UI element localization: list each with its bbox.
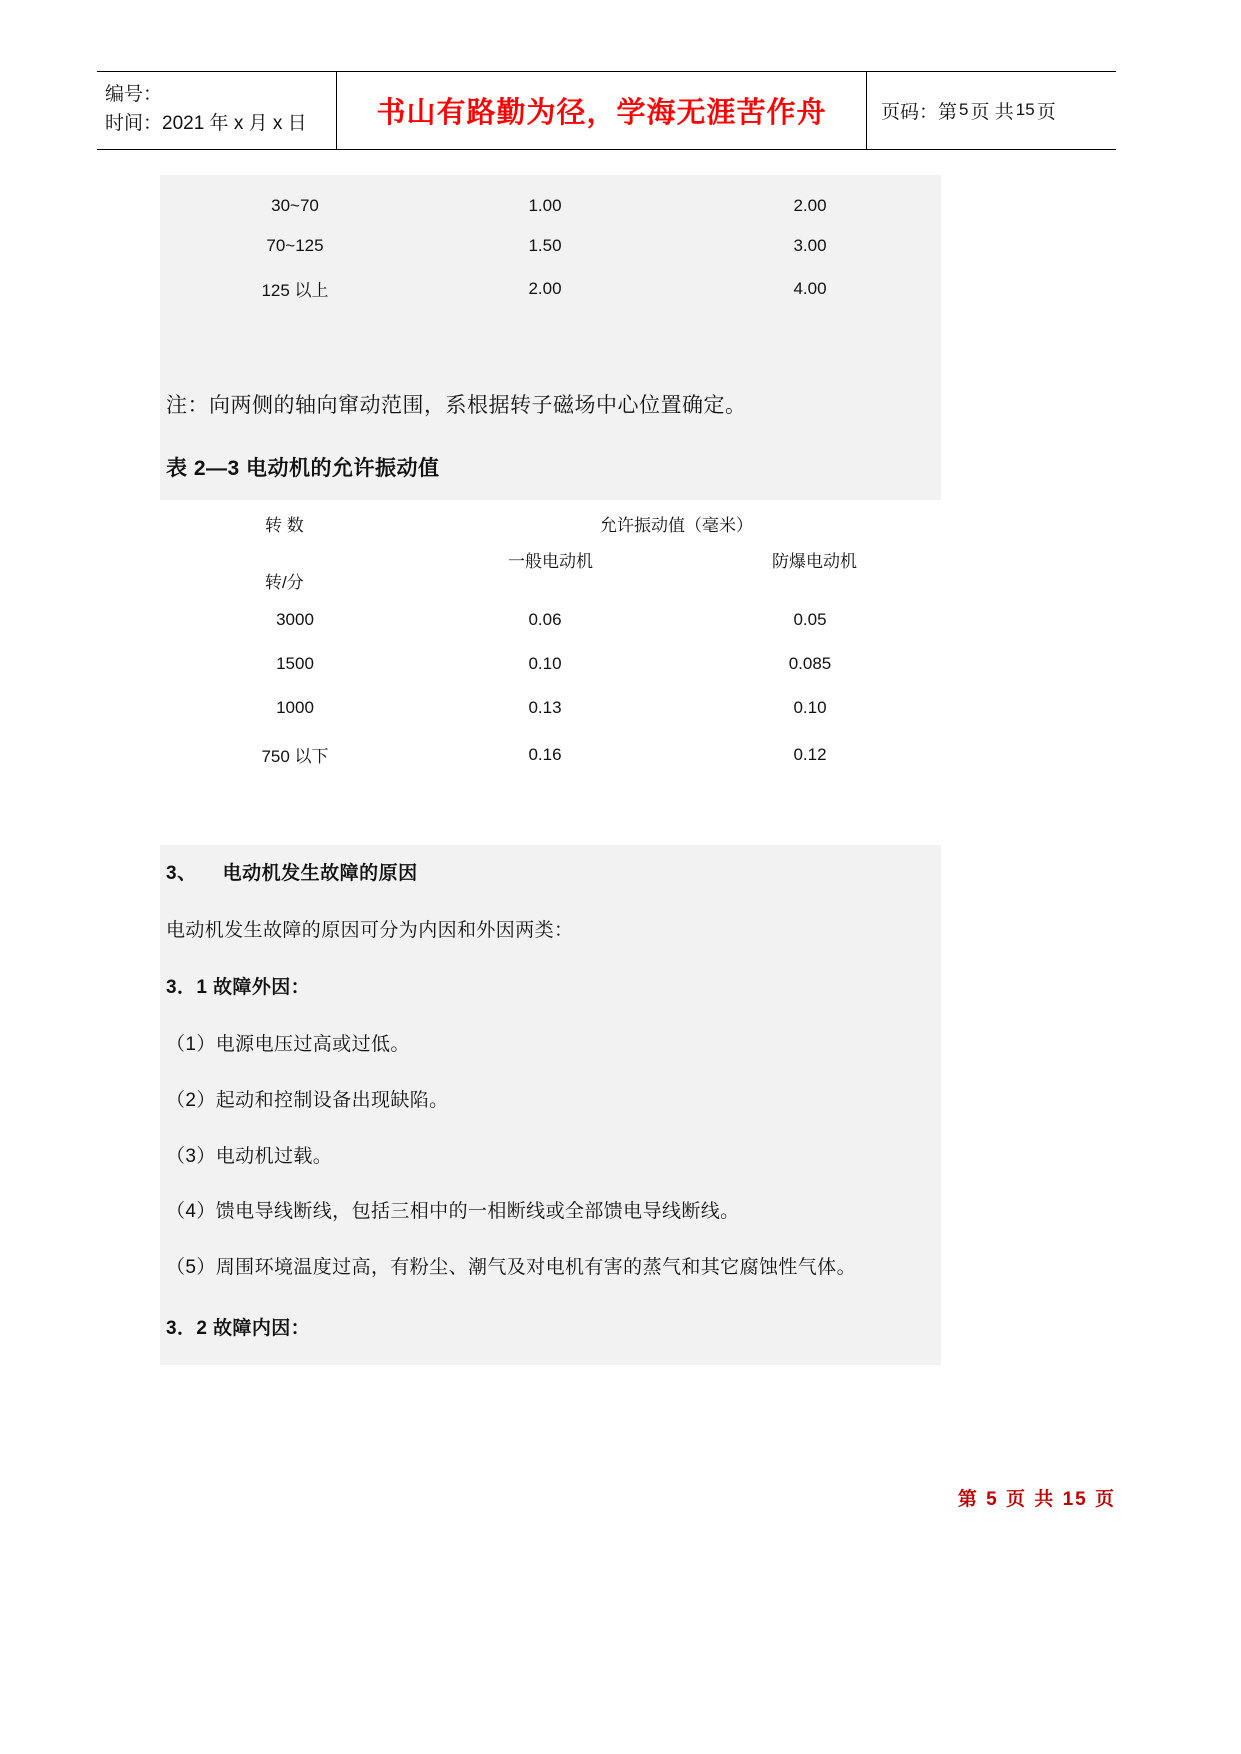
cell-value-2: 3.00: [793, 236, 827, 255]
table23-body: [180, 598, 940, 779]
header-meta: [97, 72, 337, 149]
cell-rpm: 750 以下: [261, 747, 329, 766]
section3-item-3: （3）电动机过载。: [166, 1146, 333, 1167]
section3-number: 3、: [166, 863, 197, 884]
cell-value-1: 2.00: [528, 278, 562, 298]
section3-intro: 电动机发生故障的原因可分为内因和外因两类：: [166, 920, 574, 941]
cell-value-1: 1.00: [528, 196, 562, 215]
cell-range: 125 以上: [261, 281, 329, 300]
table23-subheader-explosionproof: 防爆电动机: [772, 552, 857, 571]
header-slogan-cell: [337, 72, 867, 149]
header-time-line: [105, 109, 326, 138]
table-row: [180, 686, 940, 730]
header-time-label: 时间：: [105, 113, 163, 135]
page-header: [97, 71, 1116, 150]
cell-explosionproof: 0.12: [793, 744, 827, 764]
header-pagination: [867, 72, 1116, 149]
cell-rpm: 1000: [276, 698, 314, 717]
table-row: [180, 642, 940, 686]
cell-general: 0.06: [528, 610, 562, 629]
cell-rpm: 3000: [276, 610, 314, 629]
table23-unit-label: 转/分: [265, 573, 304, 592]
header-number-label: 编号：: [105, 84, 163, 105]
table-row: [180, 186, 940, 226]
table-continuation: [180, 186, 940, 311]
section3-item-2: （2）起动和控制设备出现缺陷。: [166, 1090, 449, 1111]
section3-1-heading: 3．1 故障外因：: [166, 977, 311, 998]
table-note: 注：向两侧的轴向窜动范围，系根据转子磁场中心位置确定。: [166, 394, 747, 417]
cell-explosionproof: 0.05: [793, 610, 827, 629]
cell-value-2: 4.00: [793, 278, 827, 298]
section3-title: 电动机发生故障的原因: [222, 863, 418, 884]
table-row: [180, 266, 940, 311]
table-row: [180, 226, 940, 266]
header-time-value: 2021 年 x 月 x 日: [162, 113, 307, 135]
cell-rpm: 1500: [276, 654, 314, 673]
cell-range: 70~125: [266, 236, 324, 255]
section3-heading: [166, 858, 418, 885]
header-page-total: 15: [1015, 100, 1035, 120]
header-page-current: 5: [959, 100, 969, 120]
header-page-label: 页码：: [881, 101, 939, 123]
header-page-prefix: 第: [938, 101, 958, 123]
cell-value-1: 1.50: [528, 236, 562, 255]
section3-item-4: （4）馈电导线断线，包括三相中的一相断线或全部馈电导线断线。: [166, 1201, 740, 1222]
cell-general: 0.13: [528, 698, 562, 717]
table23-header-col2: 允许振动值（毫米）: [600, 516, 753, 535]
table-row: [180, 598, 940, 642]
section3-2-heading: 3．2 故障内因：: [166, 1318, 311, 1339]
table-row: [180, 730, 940, 779]
cell-explosionproof: 0.10: [793, 698, 827, 717]
header-number-line: [105, 80, 326, 109]
section3-item-1: （1）电源电压过高或过低。: [166, 1034, 410, 1055]
table23-subheader-general: 一般电动机: [508, 552, 593, 571]
header-page-mid: 页 共: [970, 101, 1014, 123]
cell-general: 0.16: [528, 744, 562, 764]
cell-range: 30~70: [271, 196, 319, 215]
cell-general: 0.10: [528, 654, 562, 673]
page-footer: 第 5 页 共 15 页: [957, 1489, 1116, 1510]
cell-value-2: 2.00: [793, 196, 827, 215]
cell-explosionproof: 0.085: [788, 654, 832, 673]
table23-header-col1: 转 数: [265, 516, 304, 535]
table23-caption: 表 2—3 电动机的允许振动值: [166, 457, 440, 480]
section3-item-5: （5）周围环境温度过高，有粉尘、潮气及对电机有害的蒸气和其它腐蚀性气体。: [166, 1257, 856, 1278]
header-page-suffix: 页: [1036, 101, 1056, 123]
header-slogan: 书山有路勤为径，学海无涯苦作舟: [376, 94, 827, 129]
